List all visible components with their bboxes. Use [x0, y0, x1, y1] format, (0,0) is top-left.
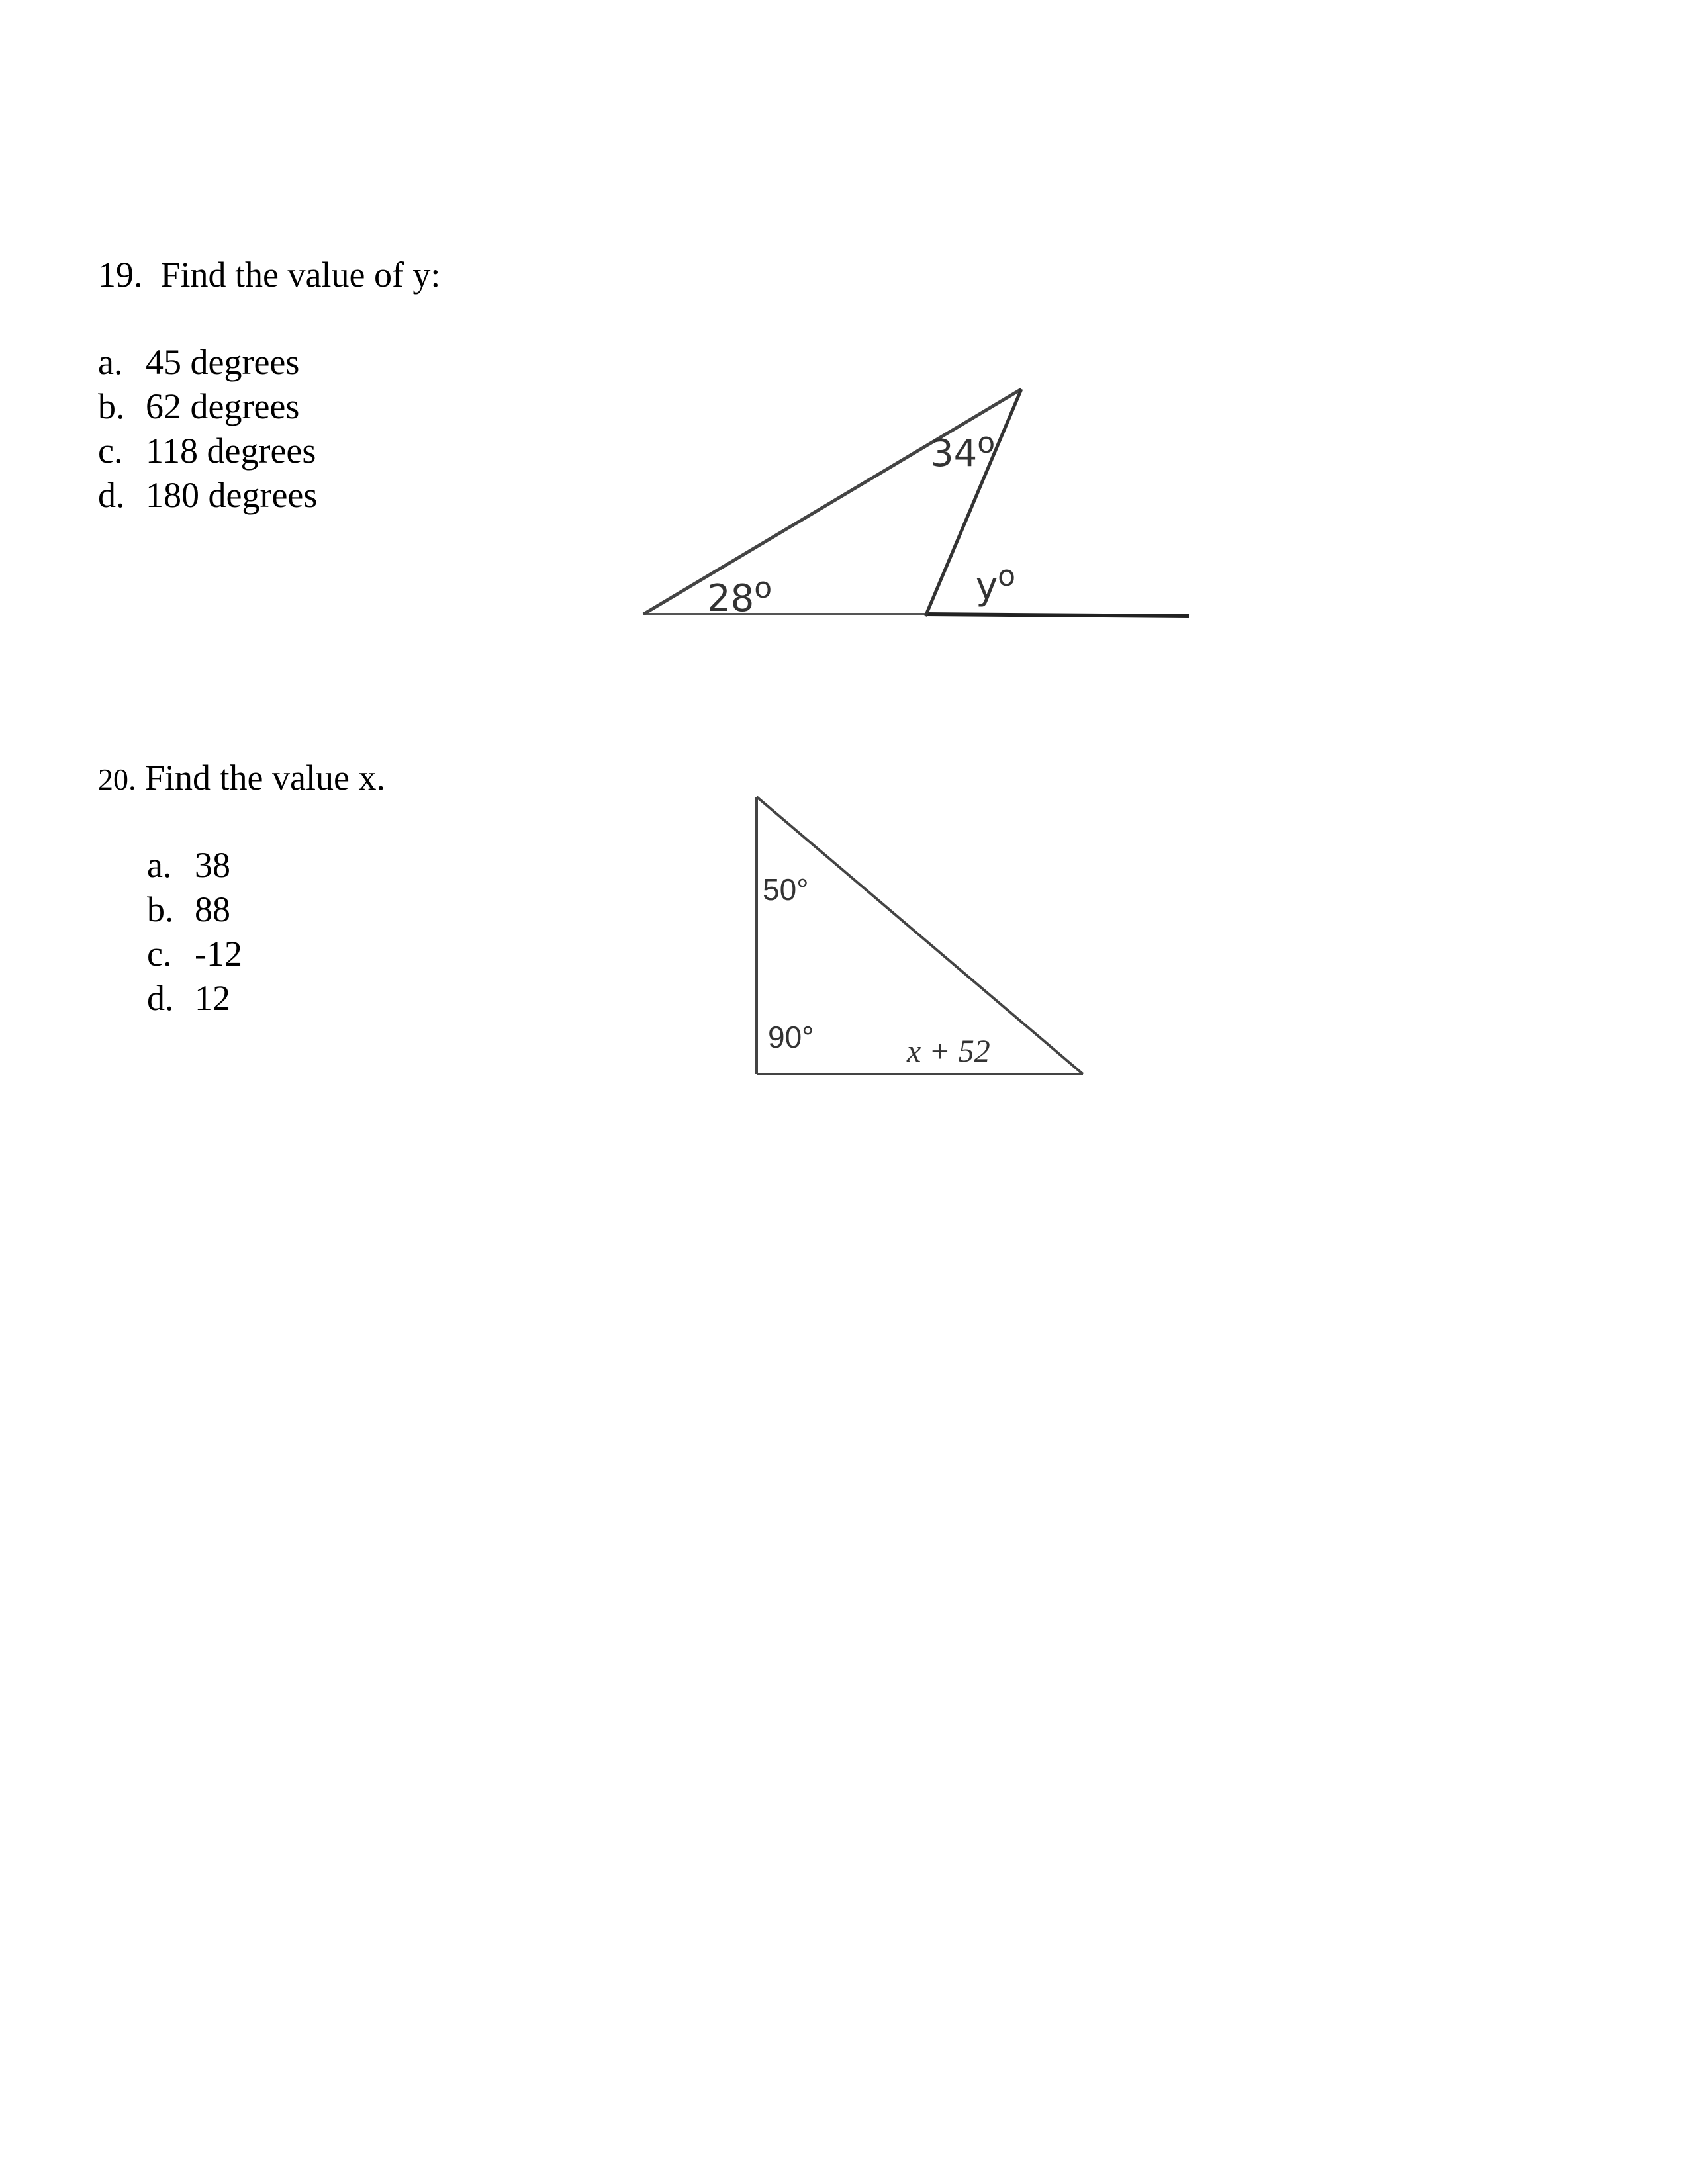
q19-triangle-figure: [0, 0, 1688, 728]
option-letter: d.: [98, 475, 125, 515]
option-letter: d.: [147, 978, 174, 1018]
option-letter: a.: [147, 845, 172, 885]
option-text: 118 degrees: [146, 431, 316, 471]
option-letter: b.: [147, 889, 174, 929]
option-letter: c.: [98, 431, 123, 471]
option-text: 45 degrees: [146, 342, 300, 382]
option-text: 12: [195, 978, 230, 1018]
option-letter: c.: [147, 934, 172, 974]
q19-left-side: [643, 389, 1021, 614]
question-20-text: Find the value x.: [145, 758, 385, 797]
option-letter: a.: [98, 342, 123, 382]
q20-triangle-figure: [0, 728, 1688, 1125]
q19-angle-left-label: 28$^o$: [707, 571, 773, 620]
q19-angle-top-label: 34$^o$: [930, 426, 996, 475]
option-text: 88: [195, 889, 230, 929]
option-text: 62 degrees: [146, 387, 300, 426]
q19-extended-line: [925, 614, 1189, 616]
q20-angle-top-label: 50°: [763, 872, 809, 907]
question-19-text: Find the value of y:: [160, 255, 441, 295]
option-letter: b.: [98, 387, 125, 426]
option-text: 180 degrees: [146, 475, 318, 515]
question-19-number: 19.: [98, 255, 143, 295]
q19-angle-ext-label: $y^o$: [976, 559, 1016, 608]
option-text: 38: [195, 845, 230, 885]
question-20-number: 20.: [98, 762, 136, 796]
option-text: -12: [195, 934, 242, 974]
q20-angle-right-label: 90°: [768, 1020, 814, 1054]
q20-angle-expr-label: x + 52: [907, 1034, 990, 1069]
